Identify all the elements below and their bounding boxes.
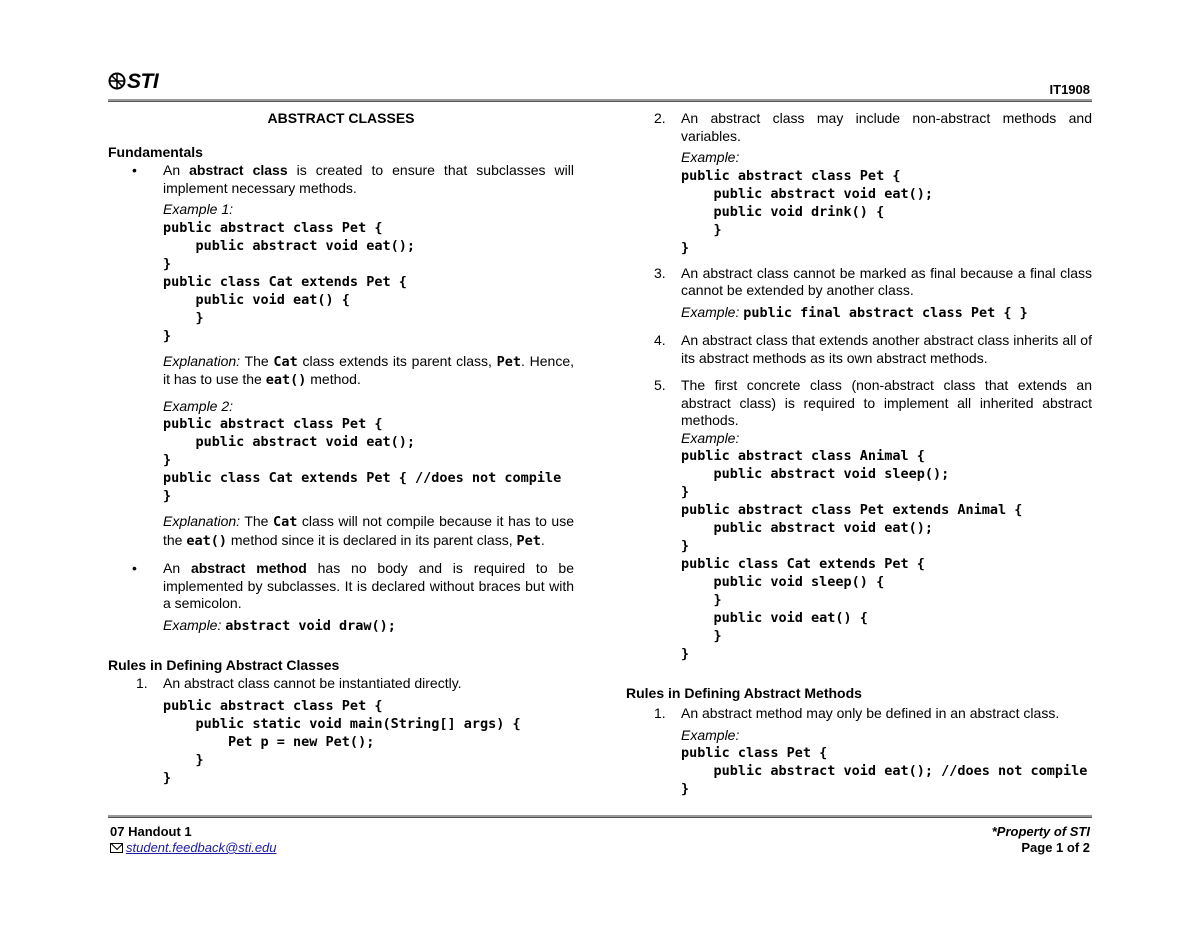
example-label: Example 1: — [163, 201, 234, 217]
example-label: Example: — [681, 726, 740, 743]
code-block: public abstract class Animal { public abstract void sleep(); } public abstract class Pet extends Animal { public abstract void eat(); } public class Cat extends Pet { public void sleep() { } public void eat() { } } — [681, 448, 1023, 662]
bullet-text: An abstract class is created to ensure that subclasses will implement necessary methods. — [163, 162, 574, 196]
footer-right — [992, 824, 1090, 856]
section-heading-rules-classes: Rules in Defining Abstract Classes — [108, 657, 340, 673]
header-divider — [108, 99, 1092, 102]
example-line: Example: abstract void draw(); — [163, 616, 396, 634]
term: abstract class — [189, 162, 288, 178]
explanation: Explanation: The Cat class extends its parent class, Pet. Hence, it has to use the eat() method. — [163, 352, 574, 388]
example-line: Example: public final abstract class Pet { } — [681, 303, 1028, 321]
left-column — [108, 110, 574, 787]
code-block: public abstract class Pet { public abstract void eat(); } public class Cat extends Pet { public void eat() { } } — [163, 219, 415, 344]
right-column — [626, 110, 1092, 798]
term: abstract method — [190, 560, 307, 576]
bullet-text: An abstract method has no body and is required to be implemented by subclasses. It is declared without braces but with a semicolon. — [163, 560, 575, 611]
rule-item: 1. An abstract method may only be defined in an abstract class. Example: public class Pet { public abstract void eat(); //does not compile } — [626, 705, 1092, 798]
email-line — [110, 840, 277, 856]
page-number: Page 1 of 2 — [1021, 840, 1090, 855]
property-note: *Property of STI — [991, 824, 1090, 839]
bullet-abstract-method — [108, 560, 574, 635]
logo-text: STI — [127, 70, 159, 93]
page-title: ABSTRACT CLASSES — [267, 110, 415, 126]
rule-item: 1. An abstract class cannot be instantiated directly. public abstract class Pet { public static void main(String[] args) { Pet p = new Pet(); } } — [108, 675, 574, 787]
section-heading-rules-methods: Rules in Defining Abstract Methods — [626, 685, 862, 701]
footer-left — [110, 824, 277, 856]
rule-item: 5. The first concrete class (non-abstract class that extends an abstract class) is required to implement all inherited abstract methods. Example: public abstract class Animal { public abstract void sleep(); } public abstract class Pet extends Animal { public abstract void eat(); } public class Cat extends Pet { public void sleep() { } public void eat() { } } — [654, 377, 1092, 662]
code-block: public abstract class Pet { public abstract void eat(); } public class Cat extends Pet { //does not compile } — [163, 416, 562, 504]
course-code: IT1908 — [1049, 82, 1090, 97]
bullet-icon: • — [132, 162, 137, 178]
example-label: Example: — [681, 149, 740, 165]
explanation: Explanation: The Cat class will not compile because it has to use the eat() method since it is declared in its parent class, Pet. — [163, 513, 574, 549]
handout-label: 07 Handout 1 — [110, 824, 192, 839]
feedback-email-link[interactable]: student.feedback@sti.edu — [126, 840, 277, 855]
footer-divider — [108, 815, 1092, 818]
rule-item: 4. An abstract class that extends another abstract class inherits all of its abstract methods as its own abstract methods. — [654, 332, 1092, 366]
sti-logo — [108, 70, 158, 94]
envelope-icon — [110, 843, 123, 853]
bullet-icon: • — [132, 560, 137, 576]
code-block: public class Pet { public abstract void eat(); //does not compile } — [681, 745, 1088, 797]
bullet-abstract-class — [108, 162, 574, 550]
code-block: public abstract class Pet { public static void main(String[] args) { Pet p = new Pet(); } } — [163, 697, 521, 786]
example-label: Example 2: — [163, 397, 234, 414]
code-block: public abstract class Pet { public abstract void eat(); public void drink() { } } — [681, 167, 933, 256]
rule-item: 2. An abstract class may include non-abstract methods and variables. Example: public abstract class Pet { public abstract void eat(); public void drink() { } } — [654, 110, 1092, 256]
example-label: Example: — [681, 429, 740, 446]
section-heading-fundamentals: Fundamentals — [108, 144, 203, 160]
sti-logo-icon — [108, 72, 126, 90]
rule-item: 3. An abstract class cannot be marked as final because a final class cannot be extended by another class. Example: public final abstract class Pet { } — [654, 264, 1092, 321]
